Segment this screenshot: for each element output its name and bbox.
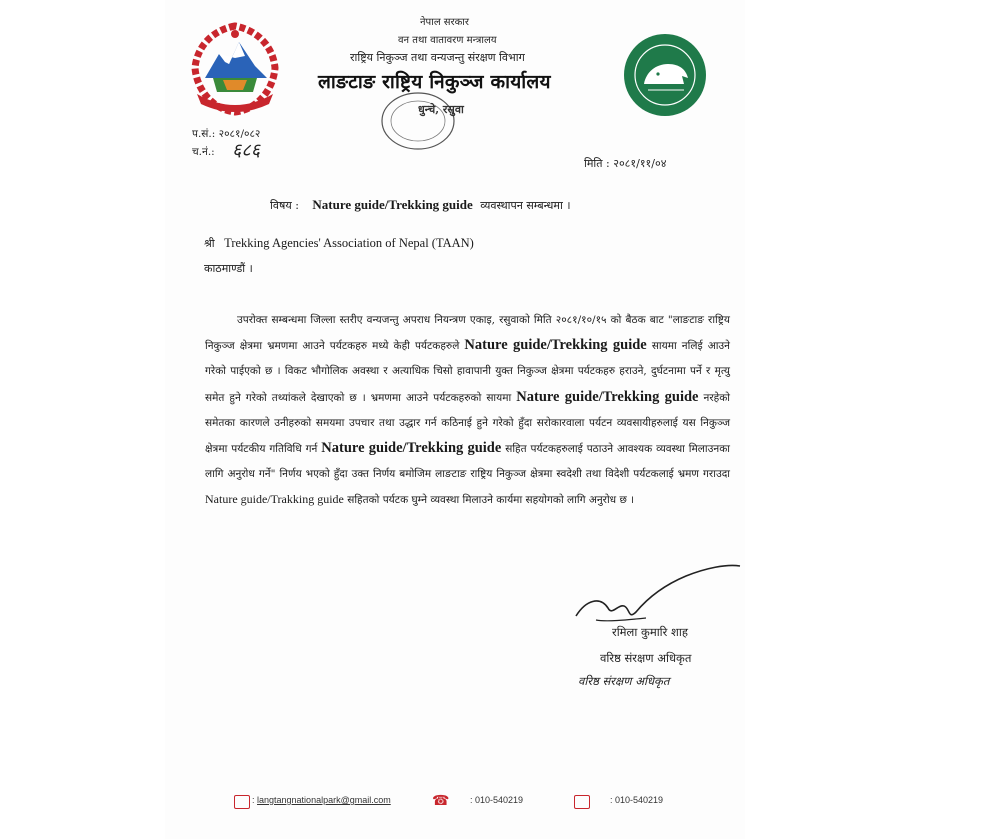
letter-body (205, 308, 730, 514)
stamp-location: धुन्चे, रसुवा (418, 103, 464, 116)
office-stamp (378, 90, 458, 152)
langtang-park-logo (622, 32, 708, 118)
header-office-title: लाङटाङ राष्ट्रिय निकुञ्ज कार्यालय (318, 71, 551, 93)
phone-icon: ☎ (432, 793, 450, 809)
body-bold-1: Nature guide/Trekking guide (464, 337, 647, 354)
header-department: राष्ट्रिय निकुञ्ज तथा वन्यजन्तु संरक्षण विभाग (350, 51, 525, 64)
addressee-prefix: श्री (204, 237, 215, 250)
subject-bold: Nature guide/Trekking guide (312, 197, 473, 212)
addressee-city: काठमाण्डौं । (204, 262, 253, 275)
subject-rest: व्यवस्थापन सम्बन्धमा । (480, 199, 571, 212)
body-part-2: सायमा नलिई आउने गरेको पाईएको छ । विकट भौगोलिक अवस्था र अत्याधिक चिसो हावापानी युक्त निकुञ्ज क्षेत्रमा पर्यटकहरु हराउने, दुर्घटनामा पर्ने र मृत्यु समेत हुने गरेको तथ्यांकले देखाएको छ । भ्रमणमा आउने पर्यटकहरुको सायमा (205, 340, 731, 404)
body-bold-2: Nature guide/Trekking guide (516, 388, 699, 405)
footer-phone: : 010-540219 (470, 795, 524, 805)
signatory-title-handwritten: वरिष्ठ संरक्षण अधिकृत (578, 674, 670, 688)
addressee-name: Trekking Agencies' Association of Nepal (TAAN) (224, 236, 474, 250)
body-english-1: Nature guide/Trakking guide (205, 492, 344, 507)
patra-sankhya: प.सं.: २०८१/०८२ (192, 128, 261, 140)
header-ministry: वन तथा वातावरण मन्त्रालय (398, 35, 497, 46)
footer-fax: : 010-540219 (610, 795, 664, 805)
signatory-name: रमिला कुमारि शाह (612, 625, 688, 639)
signatory-title: वरिष्ठ संरक्षण अधिकृत (600, 651, 692, 665)
fax-icon (574, 795, 590, 809)
footer-email: : langtangnationalpark@gmail.com (252, 795, 391, 805)
chalani-number: ६८६ (232, 140, 261, 161)
subject-line (270, 197, 571, 213)
email-icon (234, 795, 250, 809)
body-part-5: सहितको पर्यटक घुम्ने व्यवस्था मिलाउने कार्यमा सहयोगको लागि अनुरोध छ । (347, 494, 635, 507)
subject-label: विषय : (270, 199, 299, 212)
chalani-label: च.नं.: (192, 146, 215, 158)
nepal-emblem-logo (183, 20, 287, 118)
header-government: नेपाल सरकार (420, 17, 469, 28)
letter-date: मिति : २०८१/११/०४ (584, 157, 667, 170)
footer-email-address[interactable]: langtangnationalpark@gmail.com (257, 795, 391, 805)
body-part-4: सहित पर्यटकहरुलाई पठाउने आवश्यक व्यवस्था मिलाउनका लागि अनुरोध गर्ने" निर्णय भएको हुँदा उक्त निर्णय बमोजिम लाङटाङ राष्ट्रिय निकुञ्ज क्षेत्रमा स्वदेशी तथा विदेशी पर्यटकलाई भ्रमण गराउदा (205, 443, 730, 481)
body-part-3: नरहेको समेतका कारणले उनीहरुको समयमा उपचार तथा उद्धार गर्न कठिनाई हुने गरेको हुँदा सरोकारवाला पर्यटन व्यवसायीहरुलाई यस निकुञ्ज क्षेत्रमा पर्यटकीय गतिविधि गर्न (205, 391, 730, 456)
addressee-line (204, 236, 474, 251)
body-bold-3: Nature guide/Trekking guide (321, 440, 502, 457)
body-part-1: उपरोक्त सम्बन्धमा जिल्ला स्तरीए वन्यजन्तु अपराध नियन्त्रण एकाइ, रसुवाको मिति २०८१/१०/१५ को बैठक बाट "लाङटाङ राष्ट्रिय निकुञ्ज क्षेत्रमा भ्रमणमा आउने पर्यटकहरु मध्ये केही पर्यटकहरुले (205, 314, 730, 353)
